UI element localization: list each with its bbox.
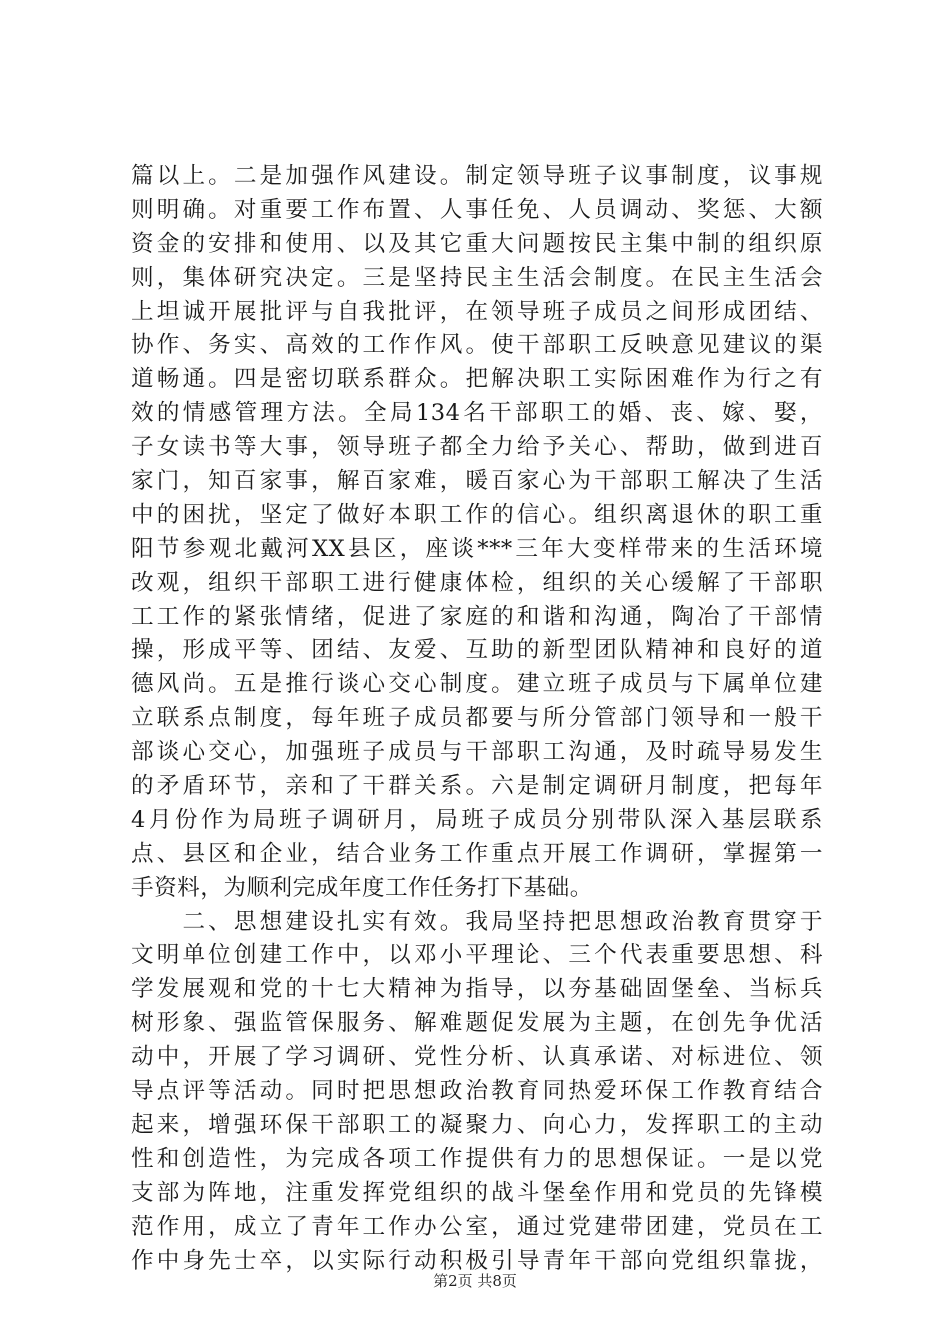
text-line: 操，形成平等、团结、友爱、互助的新型团队精神和良好的道 <box>131 637 823 664</box>
text-line: 树形象、强监管保服务、解难题促发展为主题，在创先争优活 <box>131 1010 823 1037</box>
text-line: 二、思想建设扎实有效。我局坚持把思想政治教育贯穿于 <box>131 908 823 935</box>
text-line: 工工作的紧张情绪，促进了家庭的和谐和沟通，陶冶了干部情 <box>131 603 823 630</box>
text-line: 学发展观和党的十七大精神为指导，以夯基础固堡垒、当标兵 <box>131 976 823 1003</box>
text-line: 道畅通。四是密切联系群众。把解决职工实际困难作为行之有 <box>131 366 823 393</box>
text-line: 部谈心交心，加强班子成员与干部职工沟通，及时疏导易发生 <box>131 739 823 766</box>
text-line: 支部为阵地，注重发挥党组织的战斗堡垒作用和党员的先锋模 <box>131 1179 823 1206</box>
text-line: 4月份作为局班子调研月，局班子成员分别带队深入基层联系 <box>131 806 823 833</box>
text-line: 性和创造性，为完成各项工作提供有力的思想保证。一是以党 <box>131 1145 823 1172</box>
text-line: 则，集体研究决定。三是坚持民主生活会制度。在民主生活会 <box>131 264 823 291</box>
text-line: 范作用，成立了青年工作办公室，通过党建带团建，党员在工 <box>131 1213 823 1240</box>
text-line: 改观，组织干部职工进行健康体检，组织的关心缓解了干部职 <box>131 569 823 596</box>
text-line: 德风尚。五是推行谈心交心制度。建立班子成员与下属单位建 <box>131 671 823 698</box>
text-line: 阳节参观北戴河XX县区，座谈***三年大变样带来的生活环境 <box>131 535 823 562</box>
text-line: 效的情感管理方法。全局134名干部职工的婚、丧、嫁、娶， <box>131 400 823 427</box>
body-text <box>131 160 823 1278</box>
text-line: 手资料，为顺利完成年度工作任务打下基础。 <box>131 874 593 901</box>
text-line: 点、县区和企业，结合业务工作重点开展工作调研，掌握第一 <box>131 840 823 867</box>
text-line: 上坦诚开展批评与自我批评，在领导班子成员之间形成团结、 <box>131 298 823 325</box>
text-line: 资金的安排和使用、以及其它重大问题按民主集中制的组织原 <box>131 230 823 257</box>
text-line: 子女读书等大事，领导班子都全力给予关心、帮助，做到进百 <box>131 434 823 461</box>
text-line: 作中身先士卒，以实际行动积极引导青年干部向党组织靠拢， <box>131 1247 823 1274</box>
text-line: 则明确。对重要工作布置、人事任免、人员调动、奖惩、大额 <box>131 196 823 223</box>
text-line: 的矛盾环节，亲和了干群关系。六是制定调研月制度，把每年 <box>131 773 823 800</box>
text-line: 动中，开展了学习调研、党性分析、认真承诺、对标进位、领 <box>131 1044 823 1071</box>
text-line: 起来，增强环保干部职工的凝聚力、向心力，发挥职工的主动 <box>131 1111 823 1138</box>
text-line: 篇以上。二是加强作风建设。制定领导班子议事制度，议事规 <box>131 163 823 189</box>
text-line: 导点评等活动。同时把思想政治教育同热爱环保工作教育结合 <box>131 1078 823 1105</box>
text-line: 家门，知百家事，解百家难，暖百家心为干部职工解决了生活 <box>131 468 823 495</box>
text-line: 中的困扰，坚定了做好本职工作的信心。组织离退休的职工重 <box>131 501 823 528</box>
text-line: 协作、务实、高效的工作作风。使干部职工反映意见建议的渠 <box>131 332 823 359</box>
page-footer: 第2页 共8页 <box>433 1272 517 1290</box>
text-line: 立联系点制度，每年班子成员都要与所分管部门领导和一般干 <box>131 705 823 732</box>
text-line: 文明单位创建工作中，以邓小平理论、三个代表重要思想、科 <box>131 942 823 969</box>
